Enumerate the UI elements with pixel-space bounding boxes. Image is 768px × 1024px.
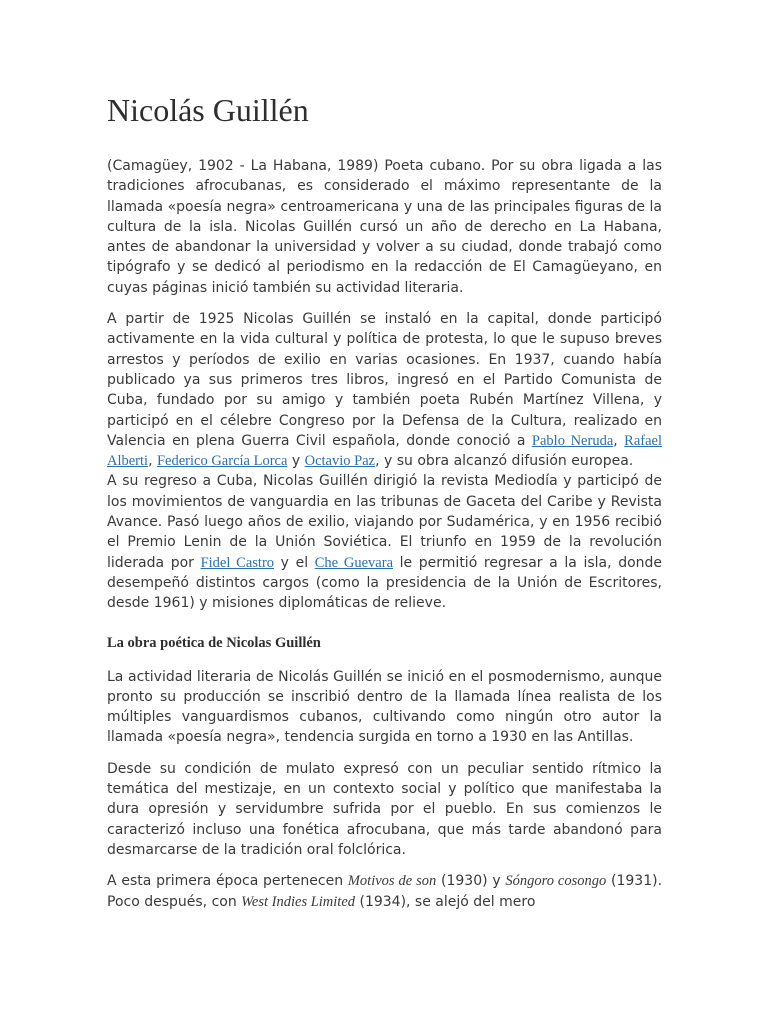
career-text-end: , y su obra alcanzó difusión europea. (375, 453, 634, 470)
works-text: A esta primera época pertenecen (107, 873, 348, 890)
works-paragraph (107, 871, 662, 912)
return-text: A su regreso a Cuba, Nicolas Guillén dirigió la revista Mediodía y participó de los movimientos de vanguardia en las tribunas de Gaceta del Caribe y Revista Avance. Pasó luego años de exilio, viajando por Sudamérica, y en 1956 recibió el Premio Lenin de la Unión Soviética. El triunfo en 1959 de la revolución liderada por (107, 473, 662, 571)
link-fidel-castro[interactable]: Fidel Castro (200, 554, 275, 571)
separator: y (287, 453, 305, 470)
works-text: (1931). Poco después, con (107, 873, 663, 910)
book-title-west-indies-limited: West Indies Limited (241, 893, 356, 910)
link-octavio-paz[interactable]: Octavio Paz (304, 453, 376, 470)
works-text: (1930) y (436, 873, 506, 890)
intro-paragraph: (Camagüey, 1902 - La Habana, 1989) Poeta cubano. Por su obra ligada a las tradiciones afrocubanas, es considerado el máximo representante de la llamada «poesía negra» centroamericana y una de las principales figuras de la cultura de la isla. Nicolas Guillén cursó un año de derecho en La Habana, antes de abandonar la universidad y volver a su ciudad, donde trabajó como tipógrafo y se dedicó al periodismo en la redacción de El Camagüeyano, en cuyas páginas inició también su actividad literaria. (107, 158, 662, 296)
document-page (107, 92, 662, 912)
link-rafael-alberti[interactable]: Rafael Alberti (107, 432, 662, 470)
separator: , (613, 432, 625, 449)
link-federico-garcia-lorca[interactable]: Federico García Lorca (156, 453, 288, 470)
career-text: A partir de 1925 Nicolas Guillén se instaló en la capital, donde participó activamente en la vida cultural y política de protesta, lo que le supuso breves arrestos y períodos de exilio en varias ocasiones. En 1937, cuando había publicado ya sus primeros tres libros, ingresó en el Partido Comunista de Cuba, fundado por su amigo y también poeta Rubén Martínez Villena, y participó en el célebre Congreso por la Defensa de la Cultura, realizado en Valencia en plena Guerra Civil española, donde conoció a (107, 311, 662, 449)
separator: y el (274, 554, 315, 571)
link-pablo-neruda[interactable]: Pablo Neruda (531, 432, 614, 449)
mestizaje-paragraph: Desde su condición de mulato expresó con un peculiar sentido rítmico la temática del mestizaje, en un contexto social y político que manifestaba la dura opresión y servidumbre sufrida por el pueblo. En sus comienzos le caracterizó incluso una fonética afrocubana, que más tarde abandonó para desmarcarse de la tradición oral folclórica. (107, 760, 662, 858)
career-paragraph (107, 309, 662, 613)
page-title: Nicolás Guillén (107, 92, 309, 128)
section-heading: La obra poética de Nicolas Guillén (107, 634, 321, 651)
works-text: (1934), se alejó del mero (355, 893, 536, 910)
return-text-end: le permitió regresar a la isla, donde desempeñó distintos cargos (como la presidencia de la Unión de Escritores, desde 1961) y misiones diplomáticas de relieve. (107, 554, 663, 612)
separator: , (148, 453, 157, 470)
link-che-guevara[interactable]: Che Guevara (314, 554, 394, 571)
book-title-songoro-cosongo: Sóngoro cosongo (505, 873, 607, 890)
literary-activity-paragraph: La actividad literaria de Nicolás Guillén se inició en el posmodernismo, aunque pronto su producción se inscribió dentro de la llamada línea realista de los múltiples vanguardismos cubanos, cultivando como ningún otro autor la llamada «poesía negra», tendencia surgida en torno a 1930 en las Antillas. (107, 668, 662, 746)
book-title-motivos-de-son: Motivos de son (347, 873, 437, 890)
